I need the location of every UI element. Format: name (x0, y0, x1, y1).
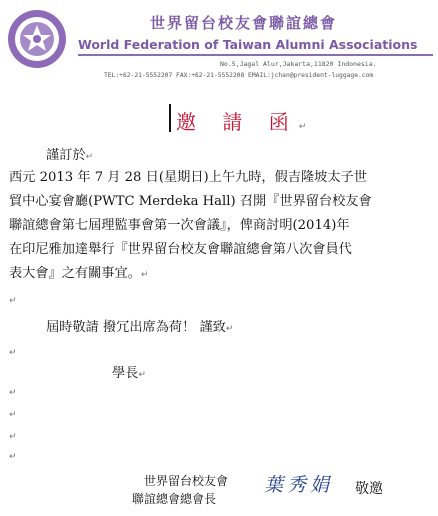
body-line: 貿中心宴會廳(PWTC Merdeka Hall) 召開『世界留台校友會 (9, 194, 372, 209)
signature-name: 葉秀娟 (264, 474, 334, 496)
paragraph-mark-icon: ↵ (298, 122, 307, 132)
body-line: 在印尼雅加達舉行『世界留台校友會聯誼總會第八次會員代 (9, 242, 352, 257)
salutation-line (46, 148, 93, 165)
signature-org-line1: 世界留台校友會 (144, 474, 229, 488)
text-cursor (169, 104, 171, 132)
body-line: 聯誼總會第七屆理監事會第一次會議』，俾商討明(2014)年 (9, 218, 350, 233)
paragraph-mark-icon: ↵ (140, 270, 149, 280)
signature-regards: 敬邀 (355, 481, 383, 497)
paragraph-mark-icon: ↵ (138, 370, 146, 380)
org-name-english: World Federation of Taiwan Alumni Associations (78, 37, 418, 52)
body-line: 表大會』之有關事宜。 (9, 266, 141, 281)
signature-org-line2: 聯誼總會總會長 (132, 492, 217, 506)
paragraph-mark-icon: ↵ (225, 324, 234, 334)
address-line: No.5,Jagal Alur,Jakarta,11820 Indonesia. (220, 60, 377, 68)
paragraph-mark-icon: ↵ (85, 152, 94, 162)
contact-line: TEL:+62-21-5552207 FAX:+62-21-5552208 EMAIL:jchan@president-luggage.com (104, 72, 374, 79)
header-divider (78, 54, 433, 56)
closing-line (46, 320, 233, 337)
document-title (176, 106, 306, 135)
recipient-line (112, 366, 146, 383)
paragraph-mark-icon: ↵ (9, 410, 17, 420)
association-logo (6, 8, 68, 70)
title-text: 邀 請 函 (176, 110, 299, 134)
body-line: 西元 2013 年 7 月 28 日(星期日)上午九時，假吉隆坡太子世 (9, 170, 367, 185)
org-name-chinese: 世界留台校友會聯誼總會 (150, 14, 338, 32)
salutation-text: 謹訂於 (46, 148, 86, 163)
paragraph-mark-icon: ↵ (9, 432, 17, 442)
body-line-last (9, 266, 148, 283)
recipient-text: 學長 (112, 366, 139, 381)
paragraph-mark-icon: ↵ (9, 296, 17, 306)
paragraph-mark-icon: ↵ (9, 452, 17, 462)
paragraph-mark-icon: ↵ (9, 388, 17, 398)
closing-text: 屆時敬請 撥冗出席為荷！ 謹致 (46, 320, 226, 335)
paragraph-mark-icon: ↵ (9, 348, 17, 358)
